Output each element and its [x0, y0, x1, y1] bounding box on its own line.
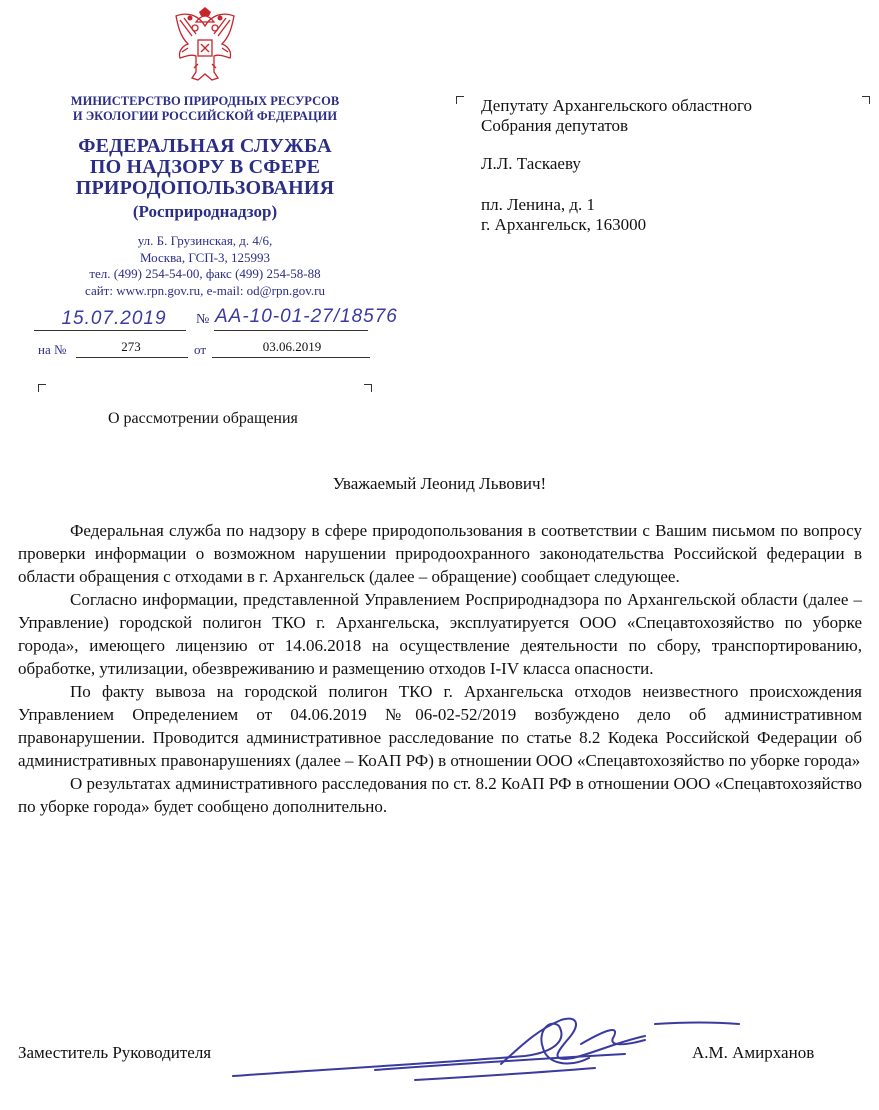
signatory-name: А.М. Амирханов	[692, 1043, 815, 1062]
subject-corner-left	[38, 384, 46, 392]
service-name: ФЕДЕРАЛЬНАЯ СЛУЖБА ПО НАДЗОРУ В СФЕРЕ ПРИРОДОПОЛЬЗОВАНИЯ	[75, 135, 335, 199]
handwritten-signature	[225, 1012, 745, 1090]
coat-of-arms-emblem	[168, 6, 242, 86]
number-sign: №	[196, 312, 210, 327]
body-paragraph: Согласно информации, представленной Управлением Росприроднадзора по Архангельской области (далее – Управление) городской полигон ТКО г. Архангельска, эксплуатируется ООО «Спецавтохозяйство по уборке города», имеющего лицензию от 14.06.2018 на осуществление деятельности по сбору, транспортированию, обработке, утилизации, обезвреживанию и размещению отходов I-IV класса опасности.	[18, 590, 862, 678]
subject-corner-right	[364, 384, 372, 392]
reference-number-underline	[76, 357, 188, 358]
outgoing-date-underline	[34, 330, 186, 331]
sender-address: ул. Б. Грузинская, д. 4/6, Москва, ГСП-3, 125993 тел. (499) 254-54-00, факс (499) 254-58-88 сайт: www.rpn.gov.ru, e-mail: od@rpn.gov.ru	[85, 233, 325, 298]
addressee-name: Л.Л. Таскаеву	[481, 154, 581, 173]
reference-date-label: от	[194, 342, 207, 357]
addressee-address: пл. Ленина, д. 1 г. Архангельск, 163000	[481, 195, 647, 234]
reference-date: 03.06.2019	[262, 339, 322, 354]
service-short-name: (Росприроднадзор)	[132, 202, 278, 221]
outgoing-number-underline	[214, 330, 368, 331]
signatory-position: Заместитель Руководителя	[18, 1043, 212, 1062]
letter-subject: О рассмотрении обращения	[108, 410, 298, 427]
ministry-name: МИНИСТЕРСТВО ПРИРОДНЫХ РЕСУРСОВ И ЭКОЛОГИИ РОССИЙСКОЙ ФЕДЕРАЦИИ	[70, 94, 340, 123]
addressee-corner-left	[456, 96, 464, 104]
reference-number-label: на №	[38, 342, 67, 357]
outgoing-date: 15.07.2019	[61, 308, 167, 329]
outgoing-number: АА-10-01-27/18576	[215, 306, 398, 327]
reference-date-underline	[212, 357, 370, 358]
addressee-position: Депутату Архангельского областного Собрания депутатов	[481, 96, 752, 135]
greeting: Уважаемый Леонид Львович!	[332, 474, 547, 493]
body-paragraph: О результатах административного расследования по ст. 8.2 КоАП РФ в отношении ООО «Спецавтохозяйство по уборке города» будет сообщено дополнительно.	[18, 774, 862, 816]
body-paragraph: По факту вывоза на городской полигон ТКО г. Архангельска отходов неизвестного происхождения Управлением Определением от 04.06.2019 №06-02-52/2019 возбуждено дело об административном правонарушении. Проводится административное расследование по статье 8.2 Кодека Российской Федерации об административных правонарушениях (далее – КоАП РФ) в отношении ООО «Спецавтохозяйство по уборке города»	[18, 682, 862, 770]
body-paragraph: Федеральная служба по надзору в сфере природопользования в соответствии с Вашим письмом по вопросу проверки информации о возможном нарушении природоохранного законодательства Российской федерации в области обращения с отходами в г. Архангельск (далее – обращение) сообщает следующее.	[18, 521, 862, 586]
letter-body	[18, 519, 862, 818]
reference-number: 273	[121, 339, 141, 354]
